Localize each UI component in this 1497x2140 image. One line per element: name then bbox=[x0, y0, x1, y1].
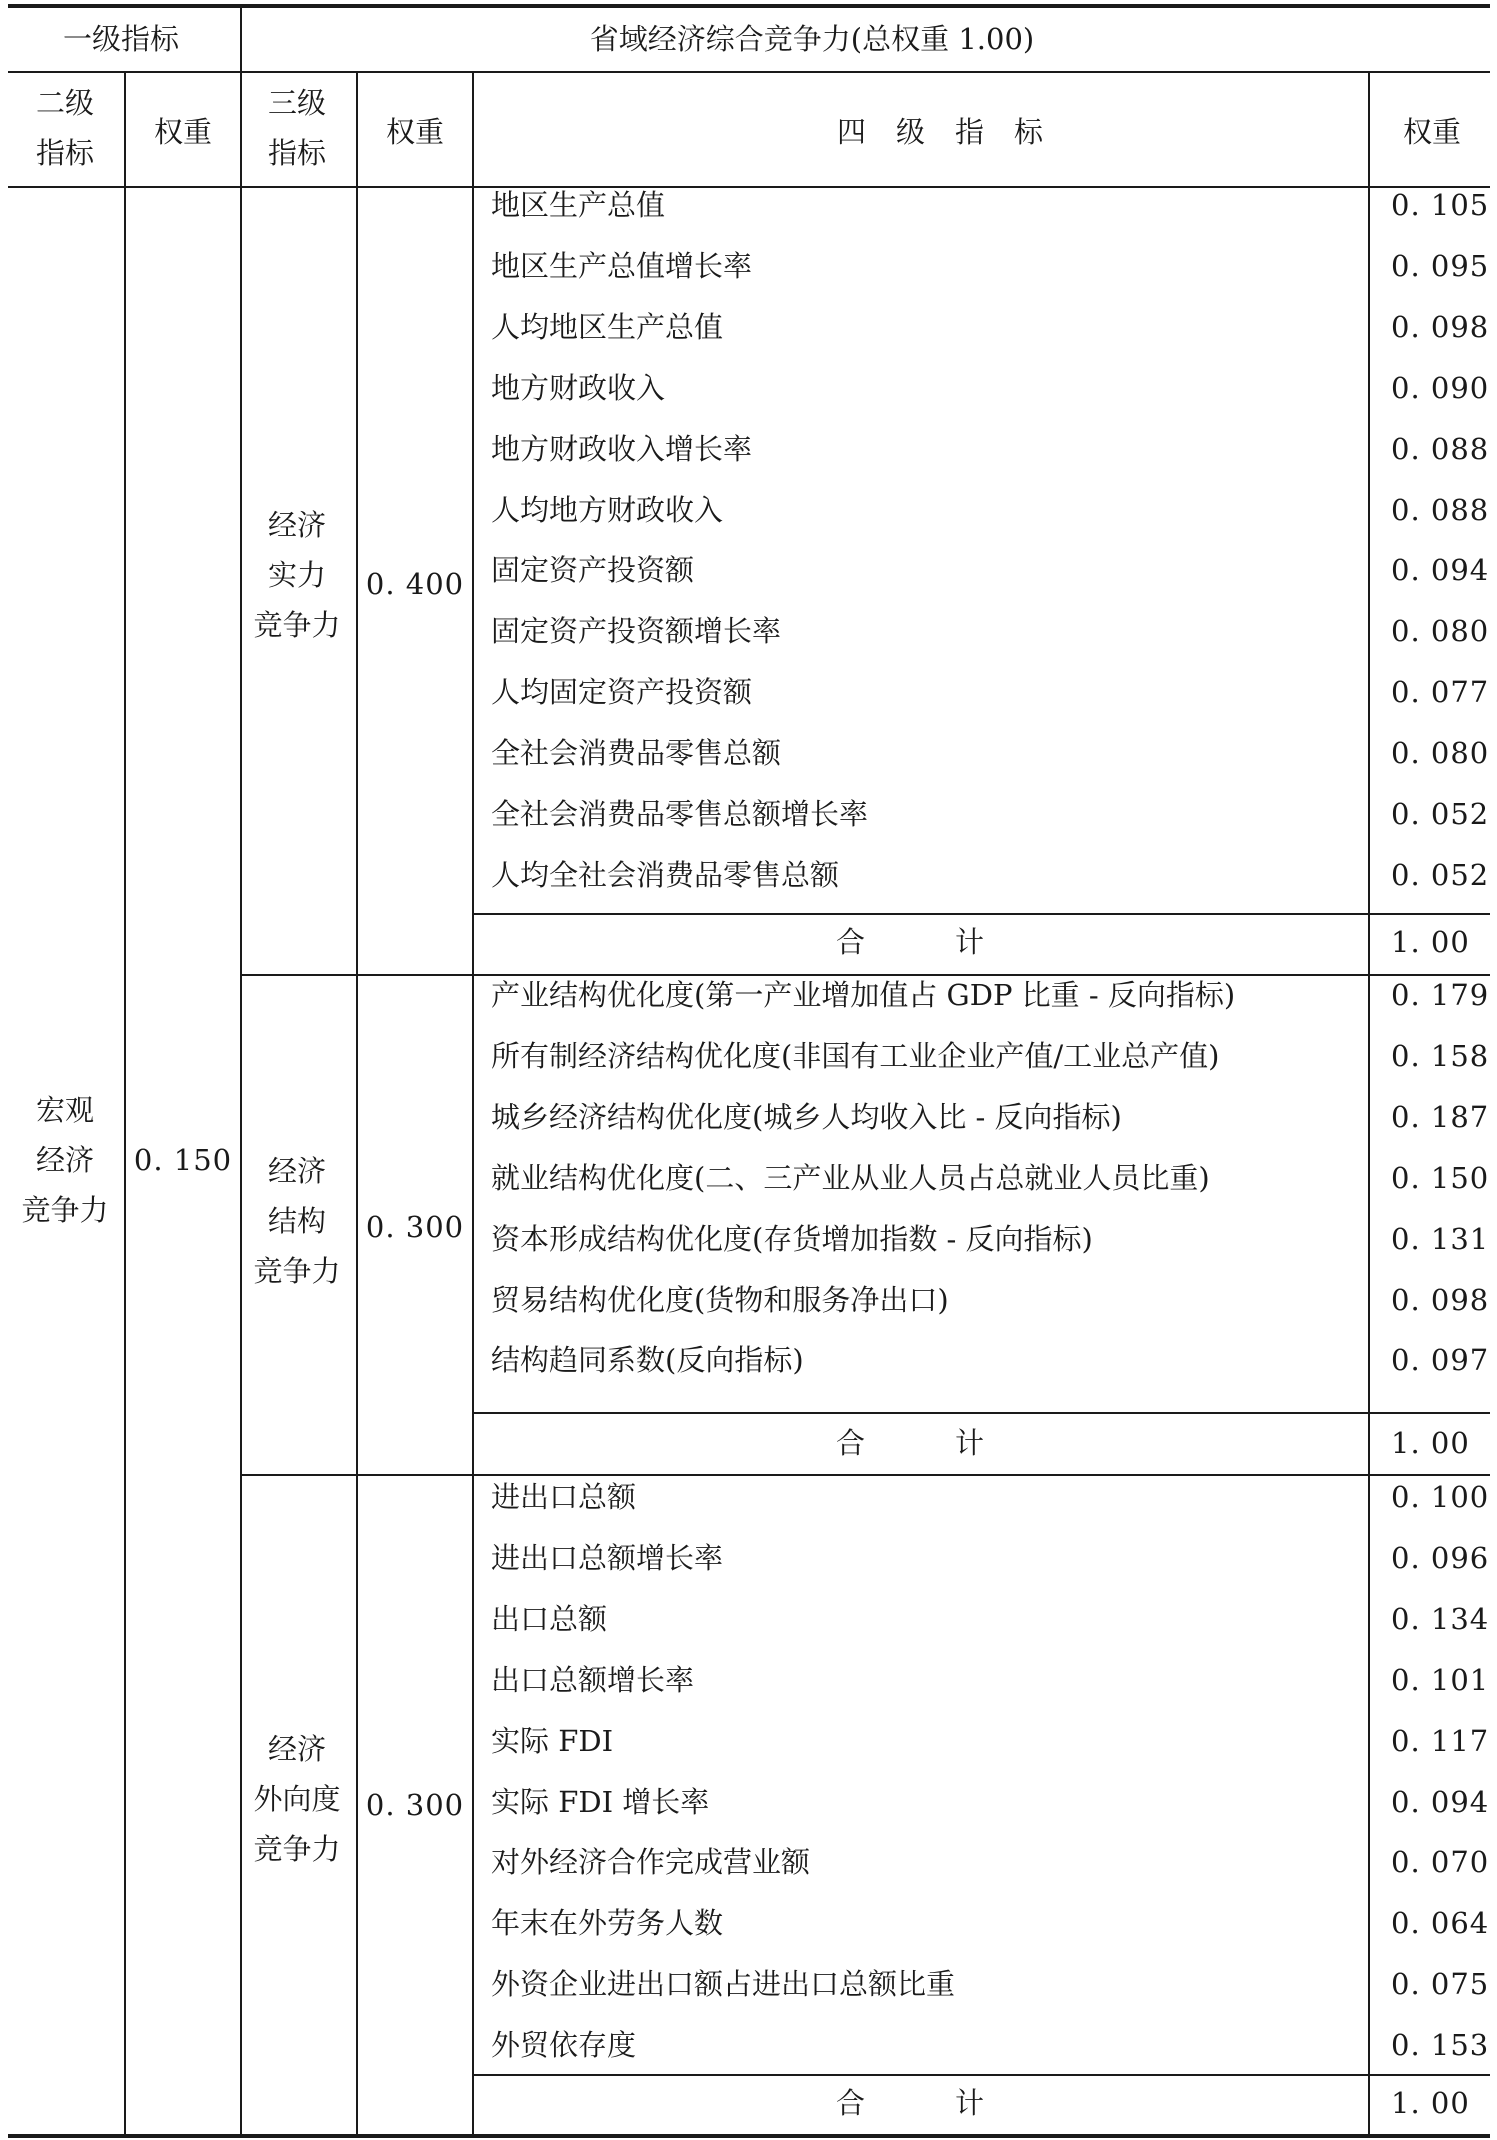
level4-item-weight: 0. 150 bbox=[1391, 1160, 1490, 1195]
level4-item-weight: 0. 131 bbox=[1391, 1221, 1490, 1256]
level3-name: 经济 实力 竞争力 bbox=[253, 508, 341, 642]
level4-item-weight: 0. 101 bbox=[1391, 1662, 1490, 1697]
level4-item-weight: 0. 134 bbox=[1391, 1601, 1490, 1636]
level4-item-name: 产业结构优化度(第一产业增加值占 GDP 比重 - 反向指标) bbox=[491, 978, 1236, 1012]
col-level4-header: 四级指标 bbox=[836, 115, 1074, 149]
level4-item-name: 固定资产投资额增长率 bbox=[491, 614, 782, 649]
level4-item-name: 贸易结构优化度(货物和服务净出口) bbox=[491, 1282, 949, 1317]
level4-item-weight: 0. 098 bbox=[1391, 309, 1490, 344]
level4-item-weight: 0. 096 bbox=[1391, 1540, 1490, 1575]
total-top-rule bbox=[472, 913, 1490, 915]
level4-item-weight: 0. 105 bbox=[1391, 188, 1490, 222]
level2-name: 宏观 经济 竞争力 bbox=[21, 1093, 109, 1227]
group-total-value: 1. 00 bbox=[1391, 1426, 1470, 1460]
level4-item-weight: 0. 088 bbox=[1391, 431, 1490, 466]
level4-item-weight: 0. 080 bbox=[1391, 736, 1490, 771]
group-total-label: 合计 bbox=[835, 1426, 1075, 1460]
level4-item-name: 进出口总额增长率 bbox=[491, 1540, 724, 1575]
header-bottom-rule bbox=[8, 186, 1490, 188]
level4-item-weight: 0. 080 bbox=[1391, 614, 1490, 649]
level4-item-weight: 0. 064 bbox=[1391, 1906, 1490, 1941]
group-total-label: 合计 bbox=[835, 925, 1075, 959]
level4-item-name: 人均地方财政收入 bbox=[491, 492, 724, 527]
level4-item-weight: 0. 179 bbox=[1391, 978, 1490, 1012]
level4-item-name: 出口总额增长率 bbox=[491, 1662, 695, 1697]
level1-value: 省域经济综合竞争力(总权重 1.00) bbox=[589, 22, 1035, 56]
level3-name: 经济 结构 竞争力 bbox=[253, 1154, 341, 1288]
level4-item-name: 地方财政收入增长率 bbox=[491, 431, 753, 466]
level4-item-name: 全社会消费品零售总额增长率 bbox=[491, 797, 869, 831]
level3-weight: 0. 400 bbox=[365, 567, 465, 601]
level4-item-weight: 0. 088 bbox=[1391, 492, 1490, 527]
level4-item-name: 外资企业进出口额占进出口总额比重 bbox=[491, 1967, 956, 2002]
level4-item-name: 人均固定资产投资额 bbox=[491, 675, 753, 710]
level3-weight: 0. 300 bbox=[365, 1788, 465, 1822]
total-top-rule bbox=[472, 2074, 1490, 2076]
level1-label: 一级指标 bbox=[62, 22, 180, 56]
col-weight4-header: 权重 bbox=[1402, 115, 1462, 149]
level4-item-name: 对外经济合作完成营业额 bbox=[491, 1845, 811, 1880]
table-top-rule bbox=[8, 4, 1490, 8]
col-level2-header: 二级 指标 bbox=[35, 86, 95, 170]
level4-item-name: 资本形成结构优化度(存货增加指数 - 反向指标) bbox=[491, 1221, 1093, 1256]
level4-item-weight: 0. 100 bbox=[1391, 1480, 1490, 1514]
header-rule bbox=[8, 71, 1490, 73]
level4-item-name: 固定资产投资额 bbox=[491, 553, 695, 588]
col-level3-header: 三级 指标 bbox=[267, 86, 327, 170]
level2-weight: 0. 150 bbox=[133, 1143, 233, 1177]
level4-item-name: 出口总额 bbox=[491, 1601, 608, 1636]
col-weight2-header: 权重 bbox=[153, 115, 213, 149]
level4-item-name: 全社会消费品零售总额 bbox=[491, 736, 782, 771]
level4-item-name: 年末在外劳务人数 bbox=[491, 1906, 724, 1941]
level4-item-name: 进出口总额 bbox=[491, 1480, 637, 1514]
level4-item-name: 地方财政收入 bbox=[491, 370, 666, 405]
group-divider-rule bbox=[240, 1474, 1490, 1476]
level4-item-name: 城乡经济结构优化度(城乡人均收入比 - 反向指标) bbox=[491, 1099, 1122, 1134]
col-divider bbox=[240, 4, 242, 2136]
group-total-label: 合计 bbox=[835, 2086, 1075, 2120]
level4-item-weight: 0. 117 bbox=[1391, 1723, 1490, 1758]
group-divider-rule bbox=[240, 974, 1490, 976]
level4-item-name: 人均地区生产总值 bbox=[491, 309, 724, 344]
table-bottom-rule bbox=[8, 2134, 1490, 2138]
level4-item-weight: 0. 158 bbox=[1391, 1038, 1490, 1073]
group-total-value: 1. 00 bbox=[1391, 2086, 1470, 2120]
col-divider bbox=[472, 71, 474, 2136]
level4-item-weight: 0. 077 bbox=[1391, 675, 1490, 710]
level4-item-name: 地区生产总值 bbox=[491, 188, 666, 222]
level4-item-name: 实际 FDI 增长率 bbox=[491, 1784, 710, 1819]
level4-item-weight: 0. 095 bbox=[1391, 248, 1490, 283]
level4-item-weight: 0. 052 bbox=[1391, 797, 1490, 831]
total-top-rule bbox=[472, 1412, 1490, 1414]
level4-item-name: 所有制经济结构优化度(非国有工业企业产值/工业总产值) bbox=[491, 1038, 1220, 1073]
level4-item-name: 外贸依存度 bbox=[491, 2028, 637, 2063]
level4-item-weight: 0. 097 bbox=[1391, 1343, 1490, 1378]
level4-item-weight: 0. 052 bbox=[1391, 857, 1490, 892]
level4-item-weight: 0. 098 bbox=[1391, 1282, 1490, 1317]
level4-item-name: 地区生产总值增长率 bbox=[491, 248, 753, 283]
level4-item-weight: 0. 094 bbox=[1391, 553, 1490, 588]
level4-item-name: 实际 FDI bbox=[491, 1723, 614, 1758]
group-total-value: 1. 00 bbox=[1391, 925, 1470, 959]
level4-item-name: 结构趋同系数(反向指标) bbox=[491, 1343, 804, 1378]
col-divider bbox=[356, 71, 358, 2136]
col-divider bbox=[1368, 71, 1370, 2136]
level4-item-name: 人均全社会消费品零售总额 bbox=[491, 857, 840, 892]
level4-item-weight: 0. 090 bbox=[1391, 370, 1490, 405]
level4-item-weight: 0. 187 bbox=[1391, 1099, 1490, 1134]
level4-item-weight: 0. 153 bbox=[1391, 2028, 1490, 2063]
level4-item-name: 就业结构优化度(二、三产业从业人员占总就业人员比重) bbox=[491, 1160, 1210, 1195]
level4-item-weight: 0. 094 bbox=[1391, 1784, 1490, 1819]
level4-item-weight: 0. 075 bbox=[1391, 1967, 1490, 2002]
col-divider bbox=[124, 71, 126, 2136]
level3-weight: 0. 300 bbox=[365, 1210, 465, 1244]
level3-name: 经济 外向度 竞争力 bbox=[253, 1732, 341, 1866]
col-weight3-header: 权重 bbox=[385, 115, 445, 149]
level4-item-weight: 0. 070 bbox=[1391, 1845, 1490, 1880]
